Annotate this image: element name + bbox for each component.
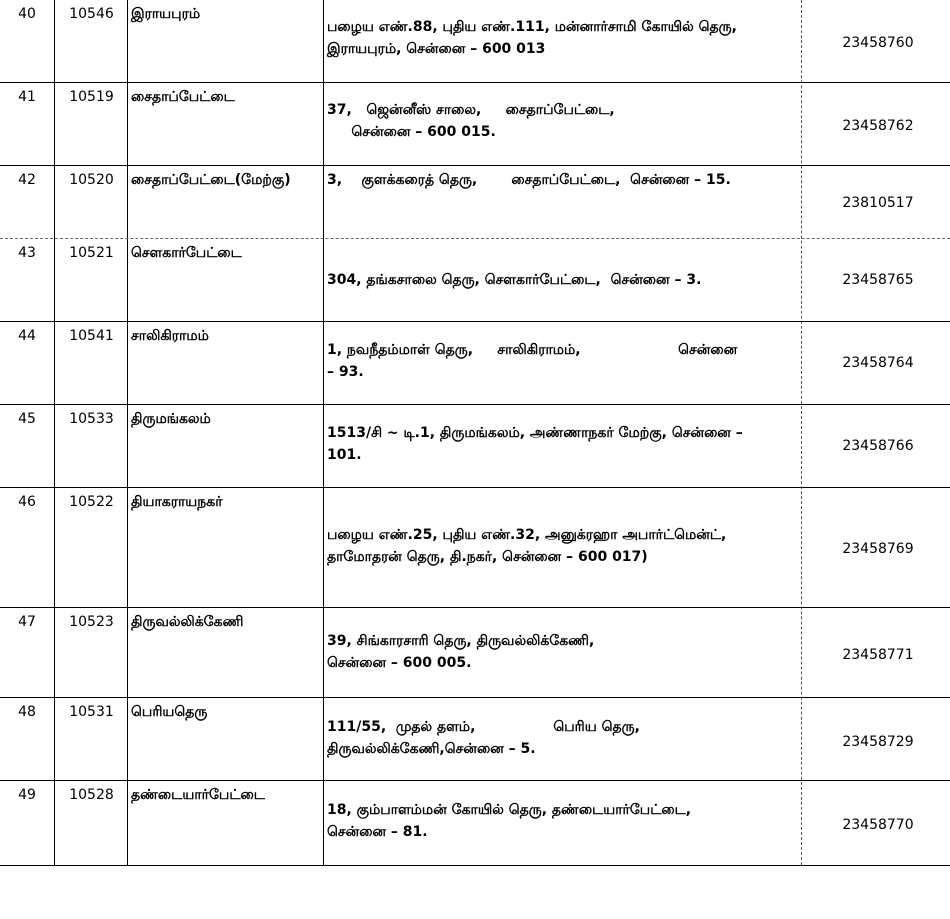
row-number: 46 [18,494,36,510]
address-line: பழைய எண்.88, புதிய எண்.111, மன்னார்சாமி கோயில் தெரு, [327,19,737,35]
office-address [327,716,799,760]
office-phone: 23458760 [842,35,914,51]
table-row [0,239,950,321]
table-row [0,83,950,165]
office-name: சாலிகிராமம் [131,328,209,344]
table-row [0,405,950,487]
address-line: தாமோதரன் தெரு, தி.நகர், சென்னை – 600 017) [327,549,648,565]
table-row [0,608,950,697]
office-code: 10519 [69,89,114,105]
office-phone: 23458766 [842,438,914,454]
address-line: திருவல்லிக்கேணி,சென்னை – 5. [327,741,536,757]
table-row [0,0,950,82]
office-code: 10528 [69,787,114,803]
row-number: 41 [18,89,36,105]
office-code: 10541 [69,328,114,344]
office-name: தியாகராயநகர் [131,494,223,510]
office-address [327,524,799,568]
office-address [327,630,799,674]
office-phone: 23458765 [842,272,914,288]
address-line: 18, கும்பாளம்மன் கோயில் தெரு, தண்டையார்பேட்டை, [327,802,692,818]
office-code: 10522 [69,494,114,510]
row-number: 48 [18,704,36,720]
address-line: பழைய எண்.25, புதிய எண்.32, அனுக்ரஹா அபார்ட்மென்ட், [327,527,727,543]
office-name: இராயபுரம் [131,6,201,22]
row-number: 43 [18,245,36,261]
office-code: 10521 [69,245,114,261]
table-row [0,698,950,780]
office-code: 10546 [69,6,114,22]
office-code: 10533 [69,411,114,427]
address-line: 111/55, முதல் தளம், பெரிய தெரு, [327,719,640,735]
row-number: 45 [18,411,36,427]
office-name: சைதாப்பேட்டை [131,89,235,105]
office-address [327,339,799,383]
office-address [327,169,799,191]
office-address [327,799,799,843]
office-address [327,422,799,466]
address-line: 1513/சி ~ டி.1, திருமங்கலம், அண்ணாநகர் மேற்கு, சென்னை – [327,425,743,441]
office-name: சைதாப்பேட்டை(மேற்கு) [131,172,291,188]
office-phone: 23458764 [842,355,914,371]
address-line: – 93. [327,364,364,380]
office-code: 10520 [69,172,114,188]
row-number: 40 [18,6,36,22]
office-phone: 23458762 [842,118,914,134]
office-phone: 23458771 [842,647,914,663]
office-name: பெரியதெரு [131,704,208,720]
office-phone: 23458729 [842,734,914,750]
address-line: 1, நவநீதம்மாள் தெரு, சாலிகிராமம், சென்னை [327,342,738,358]
address-line: 304, தங்கசாலை தெரு, சௌகார்பேட்டை, சென்னை – 3. [327,272,702,288]
office-code: 10531 [69,704,114,720]
address-line: 3, குளக்கரைத் தெரு, சைதாப்பேட்டை, சென்னை – 15. [327,172,731,188]
address-line: 39, சிங்காரசாரி தெரு, திருவல்லிக்கேணி, [327,633,595,649]
office-name: திருவல்லிக்கேணி [131,614,244,630]
office-phone: 23810517 [842,195,914,211]
office-code: 10523 [69,614,114,630]
address-line: சென்னை – 600 005. [327,655,472,671]
office-phone: 23458769 [842,541,914,557]
address-line: இராயபுரம், சென்னை – 600 013 [327,41,546,57]
address-line: சென்னை – 600 015. [327,124,496,140]
row-number: 42 [18,172,36,188]
row-number: 47 [18,614,36,630]
row-number: 49 [18,787,36,803]
table-row [0,322,950,404]
address-line: 101. [327,447,362,463]
row-divider [0,865,950,866]
address-line: 37, ஜென்னீஸ் சாலை, சைதாப்பேட்டை, [327,102,615,118]
office-address [327,269,799,291]
table-row [0,781,950,865]
table-row [0,488,950,607]
office-name: திருமங்கலம் [131,411,211,427]
office-name: தண்டையார்பேட்டை [131,787,265,803]
office-name: சௌகார்பேட்டை [131,245,242,261]
office-phone: 23458770 [842,817,914,833]
table-row [0,166,950,238]
office-address [327,99,799,143]
address-line: சென்னை – 81. [327,824,428,840]
office-address [327,16,799,60]
row-number: 44 [18,328,36,344]
